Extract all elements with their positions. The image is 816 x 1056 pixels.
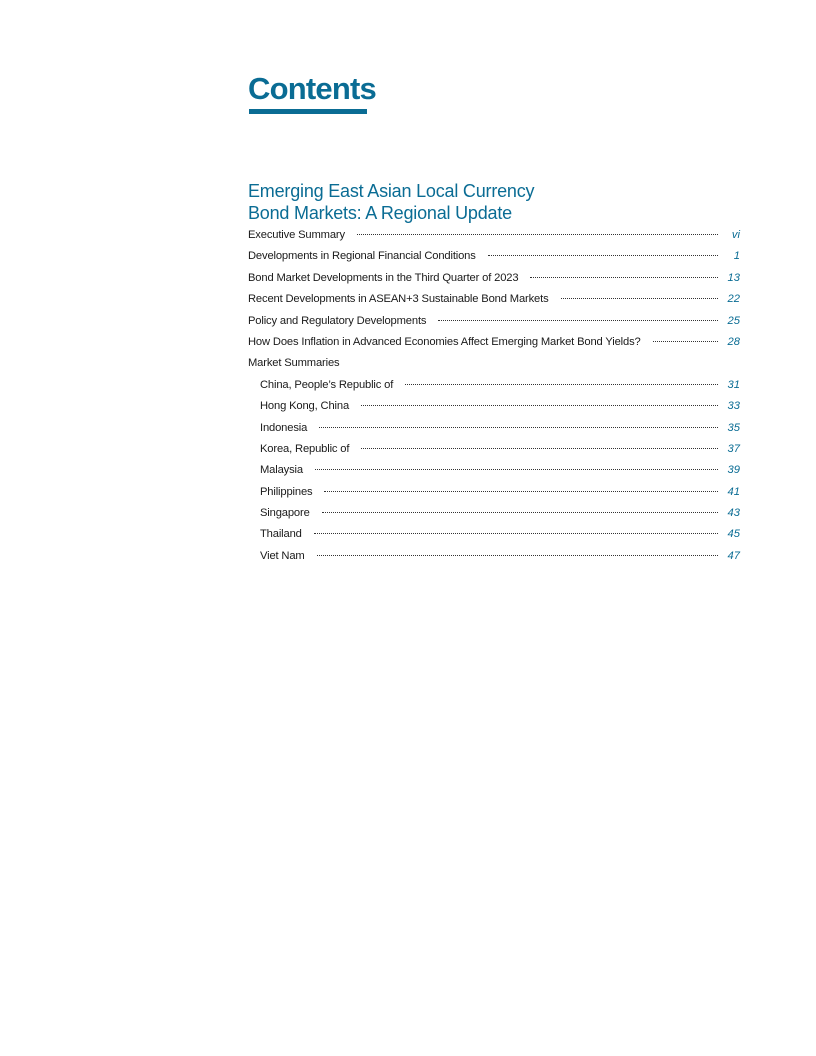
section-title-line-1: Emerging East Asian Local Currency: [248, 181, 535, 201]
dot-leader: [361, 448, 718, 449]
dot-leader: [322, 512, 718, 513]
dot-leader: [438, 320, 718, 321]
toc-page-number[interactable]: 47: [727, 549, 740, 562]
toc-entry-label[interactable]: Bond Market Developments in the Third Quarter of 2023: [248, 271, 519, 284]
toc-page-number[interactable]: 45: [727, 528, 740, 541]
dot-leader: [561, 298, 718, 299]
toc-entry-singapore[interactable]: [248, 505, 740, 526]
toc-entry-label[interactable]: Developments in Regional Financial Conditions: [248, 250, 476, 263]
toc-entry-philippines[interactable]: [248, 484, 740, 505]
toc-entry-label: Market Summaries: [248, 357, 340, 370]
table-of-contents: [248, 227, 740, 569]
toc-page-number[interactable]: 43: [727, 507, 740, 520]
section-title: [248, 180, 668, 224]
dot-leader: [361, 405, 718, 406]
toc-entry-viet-nam[interactable]: [248, 548, 740, 569]
toc-page-number[interactable]: 31: [727, 378, 740, 391]
toc-entry-label[interactable]: How Does Inflation in Advanced Economies Affect Emerging Market Bond Yields?: [248, 335, 641, 348]
toc-entry-executive-summary[interactable]: [248, 227, 740, 248]
toc-entry-malaysia[interactable]: [248, 462, 740, 483]
dot-leader: [314, 533, 718, 534]
toc-entry-label[interactable]: Viet Nam: [260, 549, 305, 562]
toc-page-number[interactable]: 25: [727, 314, 740, 327]
toc-entry-label[interactable]: Philippines: [260, 485, 313, 498]
toc-entry-label[interactable]: Hong Kong, China: [260, 400, 350, 413]
toc-entry-policy-regulatory[interactable]: [248, 313, 740, 334]
toc-page-number[interactable]: 13: [727, 271, 740, 284]
toc-entry-china[interactable]: [248, 377, 740, 398]
toc-page-number[interactable]: 33: [727, 400, 740, 413]
toc-page-number[interactable]: 35: [727, 421, 740, 434]
dot-leader: [357, 234, 718, 235]
toc-page-number[interactable]: 41: [727, 485, 740, 498]
toc-entry-inflation-box[interactable]: [248, 334, 740, 355]
section-title-line-2: Bond Markets: A Regional Update: [248, 203, 512, 223]
toc-entry-label[interactable]: Singapore: [260, 507, 310, 520]
toc-entry-hong-kong[interactable]: [248, 398, 740, 419]
toc-page-number[interactable]: 39: [727, 464, 740, 477]
page-title: Contents: [248, 71, 376, 106]
toc-entry-sustainable-bond-markets[interactable]: [248, 291, 740, 312]
dot-leader: [319, 427, 718, 428]
dot-leader: [317, 555, 718, 556]
toc-entry-regional-financial-conditions[interactable]: [248, 248, 740, 269]
toc-entry-bond-market-developments[interactable]: [248, 270, 740, 291]
toc-page-number[interactable]: 1: [733, 250, 740, 263]
toc-entry-korea[interactable]: [248, 441, 740, 462]
toc-entry-label[interactable]: Executive Summary: [248, 229, 345, 241]
toc-entry-label[interactable]: China, People’s Republic of: [260, 378, 394, 391]
toc-entry-thailand[interactable]: [248, 526, 740, 547]
dot-leader: [315, 469, 718, 470]
title-underline: [249, 109, 367, 114]
toc-page-number[interactable]: 22: [727, 293, 740, 306]
toc-page-number[interactable]: 28: [727, 335, 740, 348]
toc-entry-indonesia[interactable]: [248, 420, 740, 441]
toc-page-number[interactable]: vi: [731, 229, 740, 241]
toc-entry-label[interactable]: Recent Developments in ASEAN+3 Sustainable Bond Markets: [248, 293, 549, 306]
toc-entry-label[interactable]: Korea, Republic of: [260, 442, 350, 455]
toc-entry-label[interactable]: Malaysia: [260, 464, 303, 477]
toc-entry-label[interactable]: Policy and Regulatory Developments: [248, 314, 427, 327]
dot-leader: [324, 491, 718, 492]
toc-entry-label[interactable]: Thailand: [260, 528, 302, 541]
toc-page-number[interactable]: 37: [727, 442, 740, 455]
dot-leader: [653, 341, 718, 342]
dot-leader: [405, 384, 718, 385]
dot-leader: [488, 255, 718, 256]
dot-leader: [530, 277, 718, 278]
toc-entry-label[interactable]: Indonesia: [260, 421, 308, 434]
toc-entry-market-summaries: [248, 355, 740, 376]
